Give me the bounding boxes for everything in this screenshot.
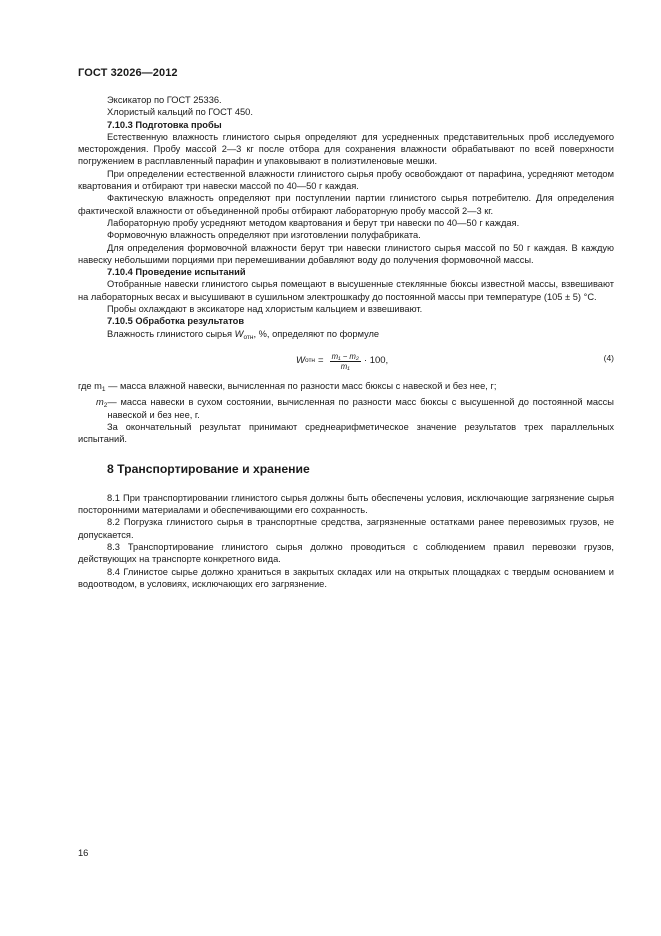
formula-lhs: W: [296, 355, 305, 367]
formula-fraction: [330, 352, 361, 371]
paragraph-desiccator: Эксикатор по ГОСТ 25336.: [107, 95, 222, 105]
def2-var: m: [96, 397, 104, 408]
intro-text-a: Влажность глинистого сырья: [107, 328, 235, 339]
formula-expression: [296, 352, 388, 371]
paragraph-7-10-3-3: Фактическую влажность определяют при поступлении партии глинистого сырья потребителю. Для определения фактической влажности от объединенной пробы отбирают лабораторную пробу массой 2—3 кг.: [78, 193, 614, 216]
formula-lhs-sub: отн: [304, 357, 316, 365]
subsection-title-7-10-3: 7.10.3 Подготовка пробы: [107, 119, 222, 130]
paragraph-8-4: 8.4 Глинистое сырье должно храниться в закрытых складах или на открытых площадках с твердым основанием и водоотводом, в условиях, исключающих его загрязнение.: [78, 566, 614, 589]
definition-m1: [78, 380, 614, 396]
page-number: 16: [78, 848, 89, 858]
paragraph-8-1: 8.1 При транспортировании глинистого сырья должны быть обеспечены условия, исключающие загрязнение сырья посторонними материалами и обеспечивающими его сохранность.: [78, 492, 614, 516]
def1-lead: где m: [78, 380, 102, 391]
paragraph-7-10-4-2: Пробы охлаждают в эксикаторе над хлористым кальцием и взвешивают.: [107, 304, 423, 315]
def2-sub: 2: [103, 402, 108, 410]
paragraph-7-10-3-2: При определении естественной влажности глинистого сырья пробу освобождают от парафина, усредняют методом квартования и отбирают три навески массой по 40—50 г каждая.: [78, 168, 614, 192]
section-title-8: 8 Транспортирование и хранение: [107, 462, 310, 477]
def2-text: — масса навески в сухом состоянии, вычисленная по разности масс бюксы с высушенной до постоянной массы навеской и без нее, г.: [107, 397, 614, 420]
formula-equals: =: [318, 355, 324, 367]
def1-text: — масса влажной навески, вычисленная по разности масс бюксы с навеской и без нее, г;: [105, 380, 497, 391]
intro-var-sub: отн: [243, 333, 254, 341]
formula-tail: · 100,: [363, 355, 389, 367]
intro-text-b: , %, определяют по формуле: [253, 328, 380, 339]
document-header: ГОСТ 32026—2012: [78, 67, 178, 79]
subsection-title-7-10-5: 7.10.5 Обработка результатов: [107, 316, 245, 327]
paragraph-8-2: 8.2 Погрузка глинистого сырья в транспортные средства, загрязненные остатками ранее перевозимых грузов, не допускается.: [78, 517, 614, 540]
formula-number: (4): [603, 352, 614, 363]
paragraph-calcium-chloride: Хлористый кальций по ГОСТ 450.: [107, 107, 253, 118]
formula-numerator: m₁ − m₂: [331, 351, 359, 361]
definition-m2: [78, 396, 614, 421]
intro-var: W: [234, 328, 244, 339]
paragraph-final-result: За окончательный результат принимают среднеарифметическое значение результатов трех параллельных испытаний.: [78, 421, 614, 445]
subsection-title-7-10-4: 7.10.4 Проведение испытаний: [107, 267, 246, 278]
paragraph-7-10-3-1: Естественную влажность глинистого сырья определяют для усредненных представительных проб исследуемого месторождения. Пробу массой 2—3 кг после отбора для сохранения влажности обрабатывают по всей поверхности погружением в расплавленный парафин и упаковывают в полиэтиленовые мешки.: [78, 131, 614, 167]
document-body: [78, 94, 614, 590]
paragraph-7-10-3-4: Лабораторную пробу усредняют методом квартования и берут три навески по 40—50 г каждая.: [107, 217, 520, 228]
paragraph-7-10-4-1: Отобранные навески глинистого сырья помещают в высушенные стеклянные бюксы известной массы, взвешивают на лабораторных весах и высушивают в сушильном электрошкафу до постоянной массы при температуре (105 ± 5) °С.: [78, 279, 614, 302]
paragraph-8-3: 8.3 Транспортирование глинистого сырья должно проводиться с соблюдением правил перевозки грузов, действующих на транспорте конкретного вида.: [78, 541, 614, 565]
paragraph-7-10-3-5: Формовочную влажность определяют при изготовлении полуфабриката.: [107, 230, 421, 241]
paragraph-formula-intro: [78, 328, 614, 344]
def2-lead: [78, 396, 107, 421]
formula-denominator: m₁: [340, 361, 350, 371]
def1-sub: 1: [101, 385, 106, 393]
paragraph-7-10-3-6: Для определения формовочной влажности берут три навески глинистого сырья массой по 50 г каждая. В каждую навеску небольшими порциями при перемешивании добавляют воду до получения формовочной массы.: [78, 242, 614, 265]
formula-4: [78, 346, 614, 378]
